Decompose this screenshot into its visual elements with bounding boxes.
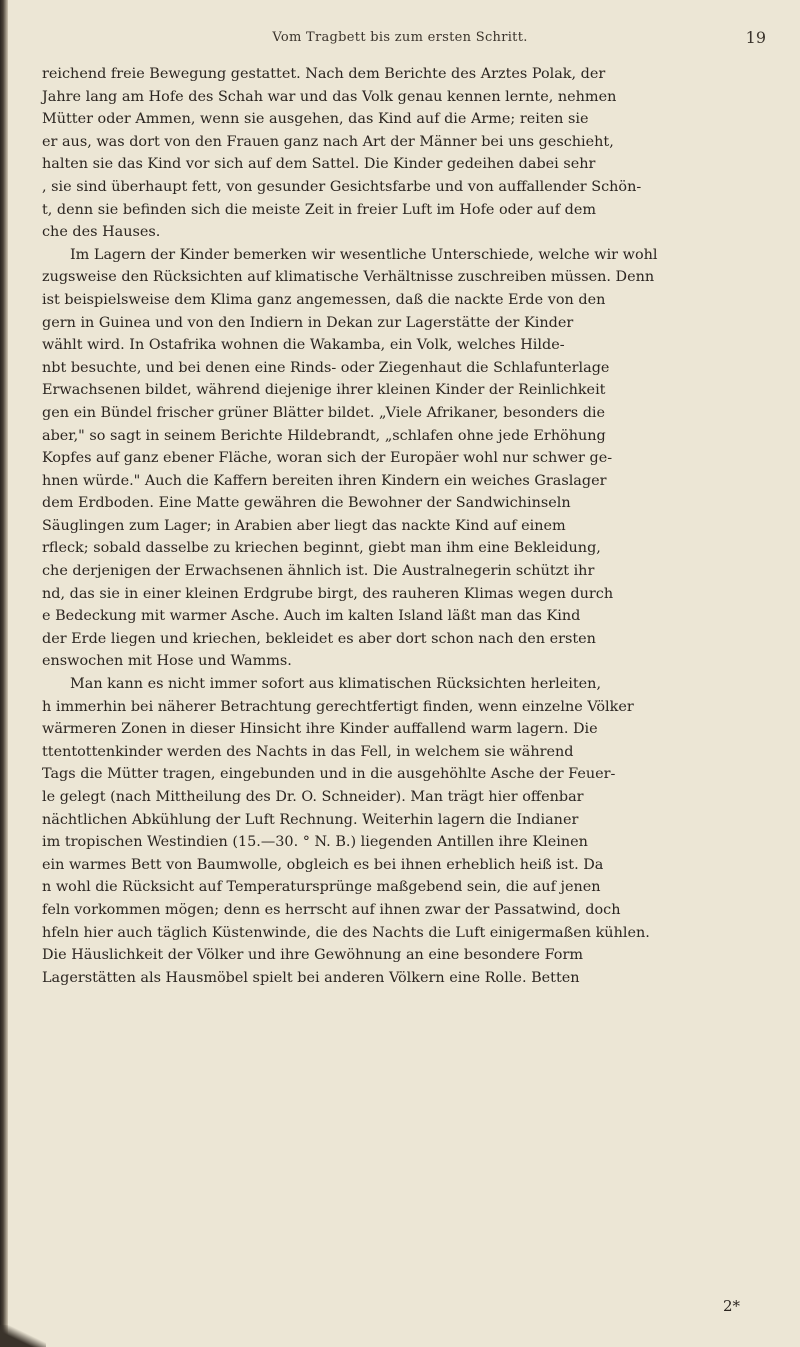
text-line: gern in Guinea und von den Indiern in Dekan zur Lagerstätte der Kinder [42, 314, 574, 331]
text-line: rfleck; sobald dasselbe zu kriechen beginnt, giebt man ihm eine Bekleidung, [42, 540, 601, 557]
text-line: wärmeren Zonen in dieser Hinsicht ihre Kinder auffallend warm lagern. Die [42, 721, 598, 738]
text-line: Man kann es nicht immer sofort aus klimatischen Rücksichten herleiten, [70, 676, 602, 693]
text-line: gen ein Bündel frischer grüner Blätter bildet. „Viele Afrikaner, besonders die [42, 404, 606, 421]
text-line: nd, das sie in einer kleinen Erdgrube birgt, des rauheren Klimas wegen durch [42, 585, 614, 602]
text-line: che derjenigen der Erwachsenen ähnlich ist. Die Australnegerin schützt ihr [42, 563, 595, 580]
text-line: e Bedeckung mit warmer Asche. Auch im kalten Island läßt man das Kind [42, 608, 581, 625]
text-line: h immerhin bei näherer Betrachtung gerechtfertigt finden, wenn einzelne Völker [42, 698, 634, 715]
text-line: er aus, was dort von den Frauen ganz nach Art der Männer bei uns geschieht, [42, 133, 614, 150]
text-line: ist beispielsweise dem Klima ganz angemessen, daß die nackte Erde von den [42, 291, 606, 308]
text-line: Lagerstätten als Hausmöbel spielt bei anderen Völkern eine Rolle. Betten [42, 969, 580, 986]
text-line: Kopfes auf ganz ebener Fläche, woran sich der Europäer wohl nur schwer ge- [42, 450, 613, 467]
text-line: ein warmes Bett von Baumwolle, obgleich es bei ihnen erheblich heiß ist. Da [42, 856, 604, 873]
text-line: Mütter oder Ammen, wenn sie ausgehen, das Kind auf die Arme; reiten sie [42, 111, 589, 128]
paragraph-2 [42, 244, 772, 673]
text-line: Jahre lang am Hofe des Schah war und das Volk genau kennen lernte, nehmen [42, 88, 617, 105]
text-line: t, denn sie befinden sich die meiste Zeit in freier Luft im Hofe oder auf dem [42, 201, 596, 218]
text-line: n wohl die Rücksicht auf Temperatursprünge maßgebend sein, die auf jenen [42, 879, 601, 896]
text-line: Säuglingen zum Lager; in Arabien aber liegt das nackte Kind auf einem [42, 517, 566, 534]
text-line: Erwachsenen bildet, während diejenige ihrer kleinen Kinder der Reinlichkeit [42, 382, 606, 399]
text-line: Tags die Mütter tragen, eingebunden und in die ausgehöhlte Asche der Feuer- [42, 766, 616, 783]
text-line: nbt besuchte, und bei denen eine Rinds- oder Ziegenhaut die Schlafunterlage [42, 359, 610, 376]
text-line: wählt wird. In Ostafrika wohnen die Wakamba, ein Volk, welches Hilde- [42, 337, 565, 354]
body-text [42, 63, 772, 989]
text-line: zugsweise den Rücksichten auf klimatische Verhältnisse zuschreiben müssen. Denn [42, 269, 655, 286]
paragraph-3 [42, 673, 772, 989]
page-number: 19 [745, 28, 766, 47]
page-corner-shadow [0, 1325, 46, 1347]
text-line: le gelegt (nach Mittheilung des Dr. O. Schneider). Man trägt hier offenbar [42, 789, 584, 805]
text-line: nächtlichen Abkühlung der Luft Rechnung. Weiterhin lagern die Indianer [42, 811, 579, 828]
text-line: ttentottenkinder werden des Nachts in das Fell, in welchem sie während [42, 743, 574, 760]
text-line: reichend freie Bewegung gestattet. Nach dem Berichte des Arztes Polak, der [42, 66, 606, 82]
text-line: hnen würde." Auch die Kaffern bereiten ihren Kindern ein weiches Graslager [42, 472, 607, 489]
text-line: hfeln hier auch täglich Küstenwinde, die des Nachts die Luft einigermaßen kühlen. [42, 924, 650, 941]
running-head [0, 30, 800, 52]
page-binding-edge [0, 0, 8, 1347]
text-line: enswochen mit Hose und Wamms. [42, 653, 292, 670]
text-line: aber," so sagt in seinem Berichte Hildebrandt, „schlafen ohne jede Erhöhung [42, 427, 606, 444]
text-line: dem Erdboden. Eine Matte gewähren die Bewohner der Sandwichinseln [42, 495, 571, 512]
text-line: Die Häuslichkeit der Völker und ihre Gewöhnung an eine besondere Form [42, 947, 583, 964]
text-line: Im Lagern der Kinder bemerken wir wesentliche Unterschiede, welche wir wohl [70, 246, 658, 263]
text-line: im tropischen Westindien (15.—30. ° N. B.) liegenden Antillen ihre Kleinen [42, 834, 588, 851]
text-line: der Erde liegen und kriechen, bekleidet es aber dort schon nach den ersten [42, 630, 596, 647]
paragraph-1 [42, 63, 772, 244]
text-line: halten sie das Kind vor sich auf dem Sattel. Die Kinder gedeihen dabei sehr [42, 156, 596, 173]
running-title: Vom Tragbett bis zum ersten Schritt. [272, 30, 528, 45]
signature-mark: 2* [722, 1297, 740, 1315]
text-line: che des Hauses. [42, 224, 161, 241]
text-line: feln vorkommen mögen; denn es herrscht auf ihnen zwar der Passatwind, doch [42, 901, 621, 918]
text-line: , sie sind überhaupt fett, von gesunder Gesichtsfarbe und von auffallender Schön- [42, 178, 642, 195]
